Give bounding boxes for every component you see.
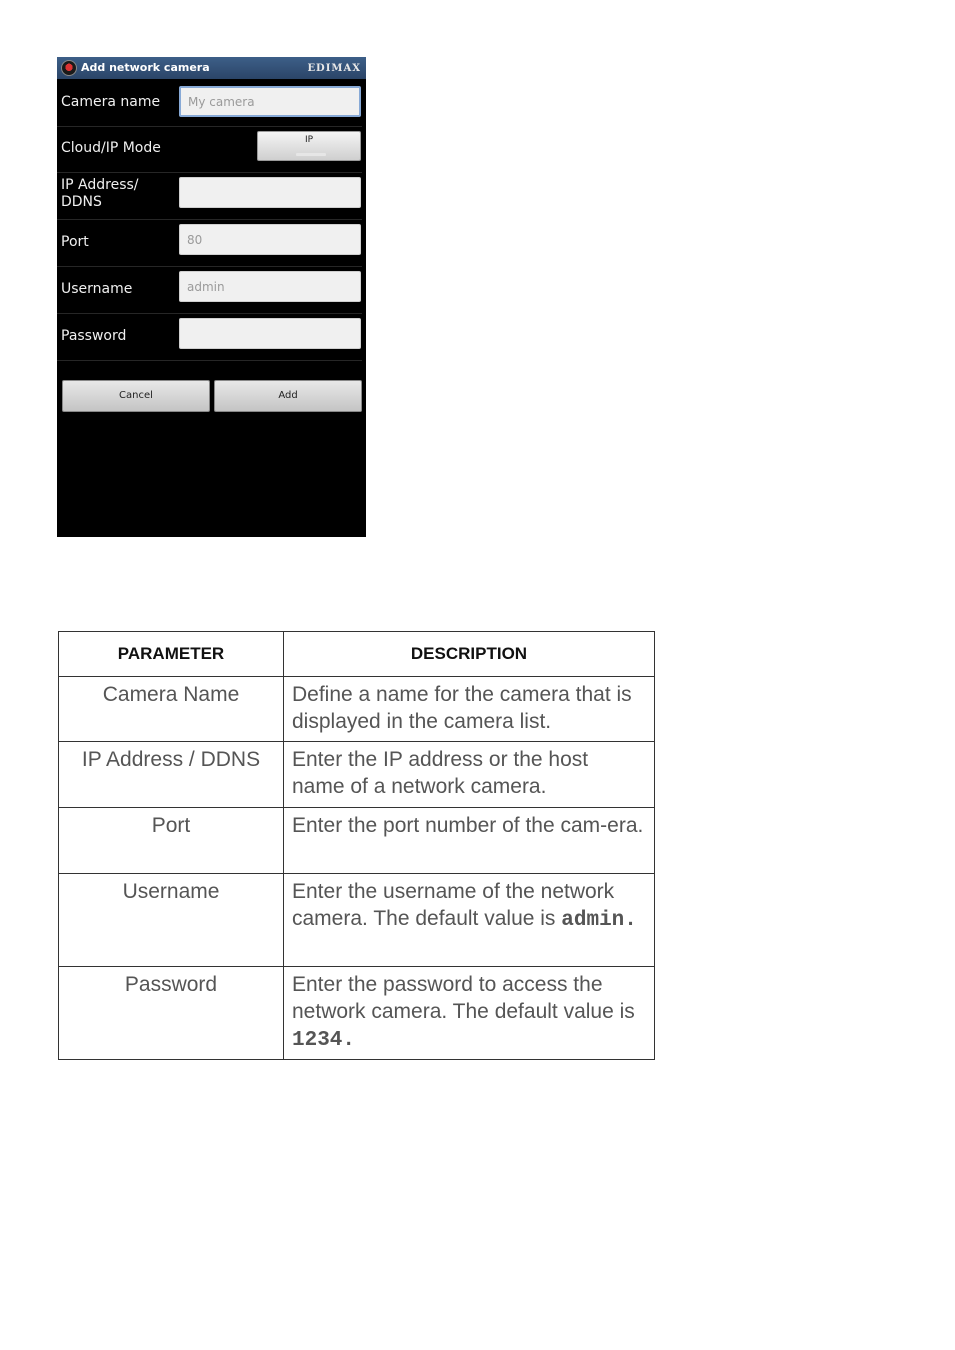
- parameter-table: [58, 631, 655, 1060]
- port-input[interactable]: [179, 224, 361, 255]
- camera-name-input[interactable]: [179, 86, 361, 117]
- username-input[interactable]: [179, 271, 361, 302]
- edimax-logo: EDIMAX: [307, 63, 361, 74]
- table-row: [59, 874, 655, 967]
- table-header-row: [59, 632, 655, 677]
- ip-address-label: [61, 177, 139, 211]
- port-row: [57, 220, 362, 267]
- parameter-cell: IP Address / DDNS: [59, 742, 284, 808]
- description-cell: [284, 874, 655, 967]
- table-row: [59, 808, 655, 874]
- table-row: [59, 742, 655, 808]
- toggle-indicator: [296, 153, 326, 156]
- cloud-ip-mode-label: Cloud/IP Mode: [61, 140, 161, 156]
- table-row: [59, 677, 655, 742]
- parameter-column-header: PARAMETER: [59, 632, 284, 677]
- description-cell: Enter the IP address or the host name of a network camera.: [284, 742, 655, 808]
- camera-app-icon: [61, 60, 77, 76]
- description-cell: Define a name for the camera that is displayed in the camera list.: [284, 677, 655, 742]
- parameter-cell: Port: [59, 808, 284, 874]
- parameter-cell: Username: [59, 874, 284, 967]
- dialog-title: Add network camera: [81, 61, 210, 74]
- cloud-ip-mode-toggle[interactable]: [257, 131, 361, 161]
- description-column-header: DESCRIPTION: [284, 632, 655, 677]
- description-cell: Enter the port number of the cam-era.: [284, 808, 655, 874]
- parameter-cell: Camera Name: [59, 677, 284, 742]
- username-row: [57, 267, 362, 314]
- ip-address-row: [57, 173, 362, 220]
- username-label: Username: [61, 281, 133, 297]
- camera-name-row: [57, 79, 362, 127]
- description-text: Enter the username of the network camera. The default value is: [292, 880, 615, 930]
- port-label: Port: [61, 234, 89, 250]
- default-value: 1234.: [292, 1029, 356, 1052]
- ip-address-input[interactable]: [179, 177, 361, 208]
- ip-address-label-line1: IP Address/: [61, 177, 139, 193]
- camera-name-label: Camera name: [61, 94, 161, 110]
- description-cell: [284, 967, 655, 1060]
- dialog-title-bar: [57, 57, 366, 79]
- add-camera-screenshot: [57, 57, 366, 537]
- parameter-cell: Password: [59, 967, 284, 1060]
- default-value: admin.: [561, 909, 637, 932]
- password-row: [57, 314, 362, 361]
- password-label: Password: [61, 328, 127, 344]
- add-button[interactable]: Add: [214, 380, 362, 412]
- description-text: Enter the password to access the network camera. The default value is: [292, 973, 635, 1023]
- table-row: [59, 967, 655, 1060]
- cloud-ip-mode-row: [57, 127, 362, 173]
- cancel-button[interactable]: Cancel: [62, 380, 210, 412]
- mode-toggle-label: IP: [304, 135, 314, 145]
- password-input[interactable]: [179, 318, 361, 349]
- ip-address-label-line2: DDNS: [61, 194, 102, 210]
